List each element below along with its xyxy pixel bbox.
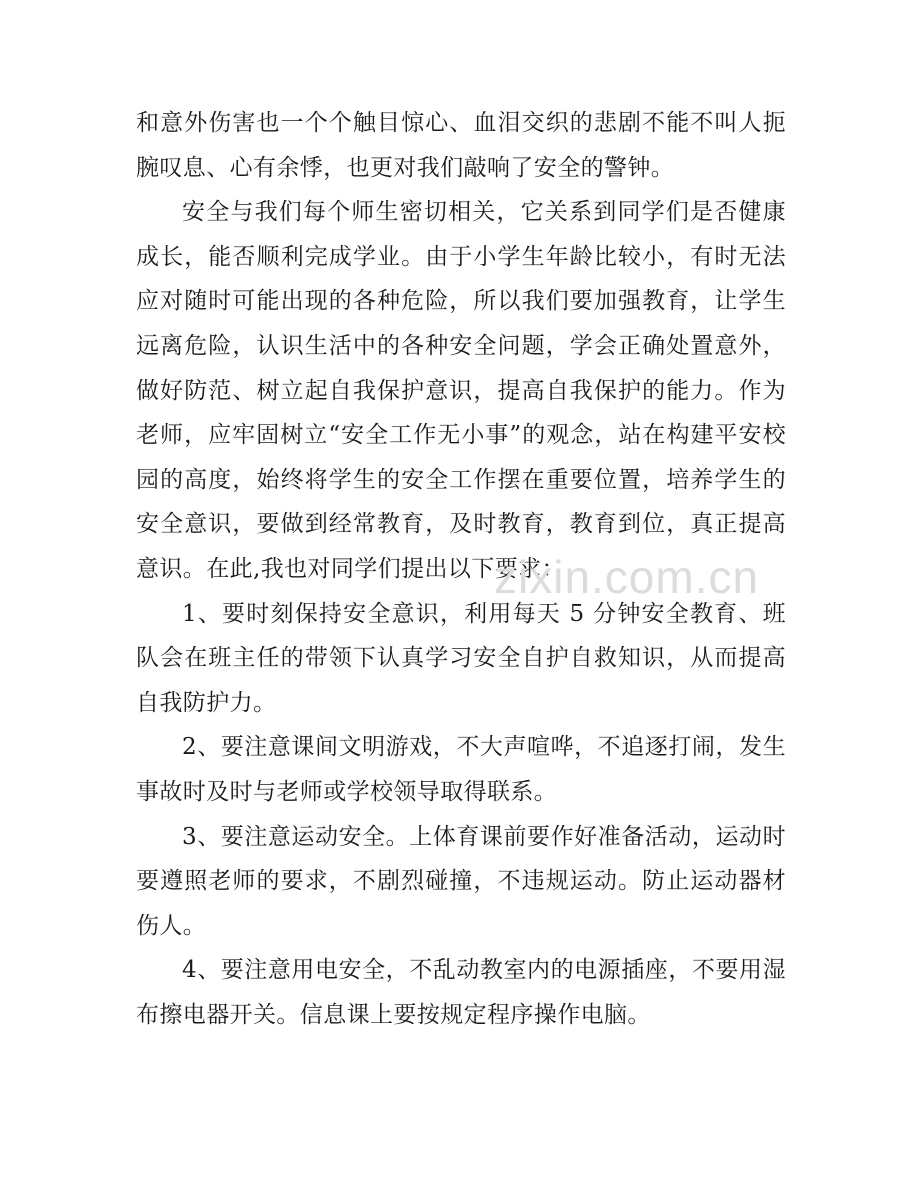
paragraph-safety-importance: 安全与我们每个师生密切相关，它关系到同学们是否健康成长，能否顺利完成学业。由于小学生年龄比较小，有时无法应对随时可能出现的各种危险，所以我们要加强教育，让学生远离危险，认识生活中的各种安全问题，学会正确处置意外，做好防范、树立起自我保护意识，提高自我保护的能力。作为老师，应牢固树立“安全工作无小事”的观念，站在构建平安校园的高度，始终将学生的安全工作摆在重要位置，培养学生的安全意识，要做到经常教育，及时教育，教育到位，真正提高意识。在此,我也对同学们提出以下要求： [136,199,786,582]
requirement-item-1: 1、要时刻保持安全意识，利用每天 5 分钟安全教育、班队会在班主任的带领下认真学习安全自护自救知识，从而提高自我防护力。 [136,600,786,716]
requirement-item-2: 2、要注意课间文明游戏，不大声喧哗，不追逐打闹，发生事故时及时与老师或学校领导取得联系。 [136,734,786,805]
watermark: zixin.com.cn [494,551,760,603]
requirement-item-4: 4、要注意用电安全，不乱动教室内的电源插座，不要用湿布擦电器开关。信息课上要按规定程序操作电脑。 [136,957,786,1028]
document-body [136,101,786,1037]
requirement-item-3: 3、要注意运动安全。上体育课前要作好准备活动，运动时要遵照老师的要求，不剧烈碰撞，不违规运动。防止运动器材伤人。 [136,823,786,939]
paragraph-continuation: 和意外伤害也一个个触目惊心、血泪交织的悲剧不能不叫人扼腕叹息、心有余悸，也更对我们敲响了安全的警钟。 [136,110,786,181]
